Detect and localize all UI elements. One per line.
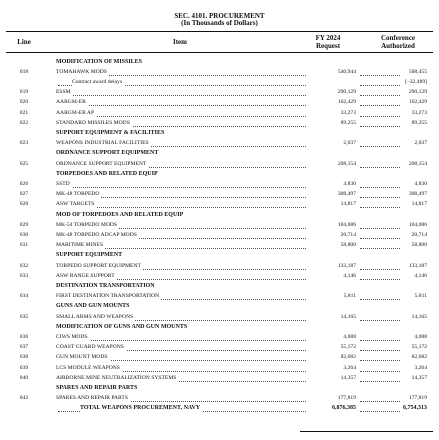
item-name: TOTAL WEAPONS PROCUREMENT, NAVY: [80, 404, 202, 413]
line-number: 025: [19, 160, 29, 167]
request-value: 2,037: [341, 139, 356, 148]
table-row: [0, 119, 439, 129]
dot-leader: [360, 381, 400, 382]
section-heading-row: [0, 323, 439, 333]
authorized-value: 2,037: [412, 139, 427, 148]
section-subtitle: (In Thousands of Dollars): [181, 19, 258, 27]
item-name: STANDARD MISSILES MODS: [56, 119, 132, 128]
authorized-value: 508,455: [407, 68, 427, 77]
request-value: 55,172: [339, 343, 356, 352]
dot-leader: [360, 207, 400, 208]
table-row: [0, 221, 439, 231]
item-name: MK-48 TORPEDO ADCAP MODS: [56, 231, 139, 240]
section-heading-row: [0, 211, 439, 221]
authorized-value: 14,817: [410, 200, 427, 209]
dot-leader: [58, 187, 306, 188]
item-name: SPARES AND REPAIR PARTS: [56, 394, 130, 403]
line-number: 034: [19, 293, 29, 300]
line-number: 020: [19, 99, 29, 106]
item-name: MK-48 TORPEDO: [56, 190, 101, 199]
item-name: LCS MODULE WEAPONS: [56, 364, 122, 373]
line-number: 030: [19, 231, 29, 238]
request-value: 308,497: [336, 190, 356, 199]
table-row: [0, 160, 439, 170]
request-value: 290,129: [336, 88, 356, 97]
header-bottom-rule: [6, 52, 433, 53]
authorized-value: 14,165: [410, 313, 427, 322]
authorized-value: 58,800: [410, 241, 427, 250]
line-number: 029: [19, 221, 29, 228]
section-heading-row: [0, 302, 439, 312]
item-name: COAST GUARD WEAPONS: [56, 343, 126, 352]
item-name: GUN MOUNT MODS: [56, 353, 110, 362]
authorized-value: 208,154: [407, 160, 427, 169]
table-row: [0, 180, 439, 190]
section-heading: MOD OF TORPEDOES AND RELATED EQUIP: [56, 211, 184, 218]
dot-leader: [360, 197, 400, 198]
section-heading: MODIFICATION OF MISSILES: [56, 58, 143, 65]
request-value: 177,819: [336, 394, 356, 403]
dot-leader: [360, 248, 400, 249]
line-number: 042: [19, 395, 29, 402]
request-value: 14,817: [339, 200, 356, 209]
request-value: 133,187: [336, 262, 356, 271]
request-value: 6,876,385: [330, 404, 356, 413]
table-row: [0, 190, 439, 200]
request-value: 89,255: [339, 119, 356, 128]
request-value: 58,800: [339, 241, 356, 250]
col-header-request-1: FY 2024: [315, 34, 341, 42]
request-value: 5,811: [342, 292, 356, 301]
request-value: 4,146: [341, 272, 356, 281]
request-value: 162,429: [336, 98, 356, 107]
dot-leader: [360, 75, 400, 76]
table-row: [0, 98, 439, 108]
table-row: [0, 88, 439, 98]
item-name: SMALL ARMS AND WEAPONS: [56, 313, 135, 322]
section-heading-row: [0, 251, 439, 261]
section-title: SEC. 4101. PROCUREMENT: [174, 12, 265, 20]
item-name: ESSM: [56, 88, 73, 97]
dot-leader: [360, 146, 400, 147]
section-heading: ORDNANCE SUPPORT EQUIPMENT: [56, 150, 159, 157]
request-value: 4,088: [341, 333, 356, 342]
line-number: 022: [19, 119, 29, 126]
dot-leader: [360, 279, 400, 280]
authorized-value: [–32,489]: [403, 78, 427, 87]
dot-leader: [360, 299, 400, 300]
section-heading: DESTINATION TRANSPORTATION: [56, 282, 155, 289]
item-name: AARGM-ER: [56, 98, 88, 107]
line-number: 033: [19, 272, 29, 279]
section-heading: GUNS AND GUN MOUNTS: [56, 303, 130, 310]
line-number: 035: [19, 313, 29, 320]
section-heading: SUPPORT EQUIPMENT & FACILITIES: [56, 129, 165, 136]
line-number: 028: [19, 201, 29, 208]
request-value: 14,357: [339, 374, 356, 383]
col-header-item: Item: [173, 38, 187, 46]
authorized-value: 4,088: [412, 333, 427, 342]
authorized-value: 162,429: [407, 98, 427, 107]
table-row: [0, 353, 439, 363]
dot-leader: [360, 269, 400, 270]
dot-leader: [58, 105, 306, 106]
section-heading-row: [0, 282, 439, 292]
dot-leader: [360, 85, 400, 86]
item-name: TORPEDO SUPPORT EQUIPMENT: [56, 262, 143, 271]
authorized-value: 55,172: [410, 343, 427, 352]
dot-leader: [360, 167, 400, 168]
authorized-value: 4,146: [412, 272, 427, 281]
item-name: Contract award delays: [72, 78, 124, 87]
request-value: 4,830: [341, 180, 356, 189]
line-number: 037: [19, 344, 29, 351]
table-row: [0, 262, 439, 272]
table-row: [0, 374, 439, 384]
dot-leader: [360, 228, 400, 229]
dot-leader: [360, 371, 400, 372]
item-name: TOMAHAWK MODS: [56, 68, 109, 77]
line-number: 036: [19, 333, 29, 340]
item-name: AIRBORNE MINE NEUTRALIZATION SYSTEMS: [56, 374, 178, 383]
table-row: [0, 231, 439, 241]
item-name: AARGM-ER AP: [56, 109, 96, 118]
dot-leader: [360, 95, 400, 96]
item-name: MK-54 TORPEDO MODS: [56, 221, 119, 230]
header-top-rule: [6, 31, 433, 32]
request-value: 33,273: [339, 109, 356, 118]
table-row: [0, 343, 439, 353]
dot-leader: [360, 350, 400, 351]
dot-leader: [360, 320, 400, 321]
authorized-value: 104,086: [407, 221, 427, 230]
authorized-value: 290,129: [407, 88, 427, 97]
item-name: FIRST DESTINATION TRANSPORTATION: [56, 292, 161, 301]
authorized-value: 3,264: [412, 364, 427, 373]
item-name: ORDNANCE SUPPORT EQUIPMENT: [56, 160, 148, 169]
request-value: 104,086: [336, 221, 356, 230]
line-number: 021: [19, 109, 29, 116]
table-row: [0, 394, 439, 404]
section-heading: TORPEDOES AND RELATED EQUIP: [56, 170, 158, 177]
table-row: [0, 292, 439, 302]
table-row: [0, 313, 439, 323]
dot-leader: [360, 360, 400, 361]
line-number: 019: [19, 89, 29, 96]
dot-leader: [360, 187, 400, 188]
table-row: [0, 333, 439, 343]
dot-leader: [360, 126, 400, 127]
line-number: 023: [19, 140, 29, 147]
line-number: 031: [19, 242, 29, 249]
dot-leader: [360, 340, 400, 341]
authorized-value: 5,811: [413, 292, 427, 301]
line-number: 018: [19, 68, 29, 75]
dot-leader: [58, 95, 306, 96]
authorized-value: 14,357: [410, 374, 427, 383]
section-heading: SPARES AND REPAIR PARTS: [56, 384, 138, 391]
total-underline: [300, 431, 433, 432]
dot-leader: [360, 411, 400, 412]
col-header-line: Line: [17, 38, 31, 46]
line-number: 038: [19, 354, 29, 361]
total-row: [0, 404, 439, 414]
item-name: MARITIME MINES: [56, 241, 105, 250]
line-number: 032: [19, 262, 29, 269]
authorized-value: 6,754,313: [401, 404, 427, 413]
authorized-value: 308,497: [407, 190, 427, 199]
section-heading-row: [0, 170, 439, 180]
dot-leader: [360, 105, 400, 106]
authorized-value: 82,682: [410, 353, 427, 362]
request-value: 20,714: [339, 231, 356, 240]
line-number: 027: [19, 191, 29, 198]
table-row: [0, 241, 439, 251]
request-value: 14,165: [339, 313, 356, 322]
col-header-authorized-1: Conference: [380, 34, 416, 42]
request-value: 82,682: [339, 353, 356, 362]
item-name: WEAPONS INDUSTRIAL FACILITIES: [56, 139, 151, 148]
request-value: 3,264: [341, 364, 356, 373]
section-heading-row: [0, 149, 439, 159]
table-row: [0, 78, 439, 88]
authorized-value: 20,714: [410, 231, 427, 240]
authorized-value: 133,187: [407, 262, 427, 271]
col-header-authorized-2: Authorized: [381, 41, 415, 50]
table-row: [0, 364, 439, 374]
section-heading: SUPPORT EQUIPMENT: [56, 252, 123, 259]
item-name: SSTD: [56, 180, 72, 189]
line-number: 040: [19, 374, 29, 381]
table-row: [0, 68, 439, 78]
item-name: CIWS MODS: [56, 333, 90, 342]
table-row: [0, 139, 439, 149]
section-heading-row: [0, 129, 439, 139]
line-number: 039: [19, 364, 29, 371]
section-heading-row: [0, 384, 439, 394]
item-name: ASW RANGE SUPPORT: [56, 272, 117, 281]
dot-leader: [360, 238, 400, 239]
request-value: 540,944: [336, 68, 356, 77]
authorized-value: 33,273: [410, 109, 427, 118]
col-header-request-2: Request: [315, 41, 341, 50]
dot-leader: [360, 401, 400, 402]
request-value: 208,154: [336, 160, 356, 169]
authorized-value: 177,819: [407, 394, 427, 403]
dot-leader: [360, 116, 400, 117]
line-number: 026: [19, 180, 29, 187]
item-name: ASW TARGETS: [56, 200, 96, 209]
table-row: [0, 200, 439, 210]
section-heading: MODIFICATION OF GUNS AND GUN MOUNTS: [56, 323, 188, 330]
table-row: [0, 272, 439, 282]
section-heading-row: [0, 58, 439, 68]
table-row: [0, 109, 439, 119]
authorized-value: 89,255: [410, 119, 427, 128]
dot-leader: [58, 340, 306, 341]
authorized-value: 4,830: [412, 180, 427, 189]
